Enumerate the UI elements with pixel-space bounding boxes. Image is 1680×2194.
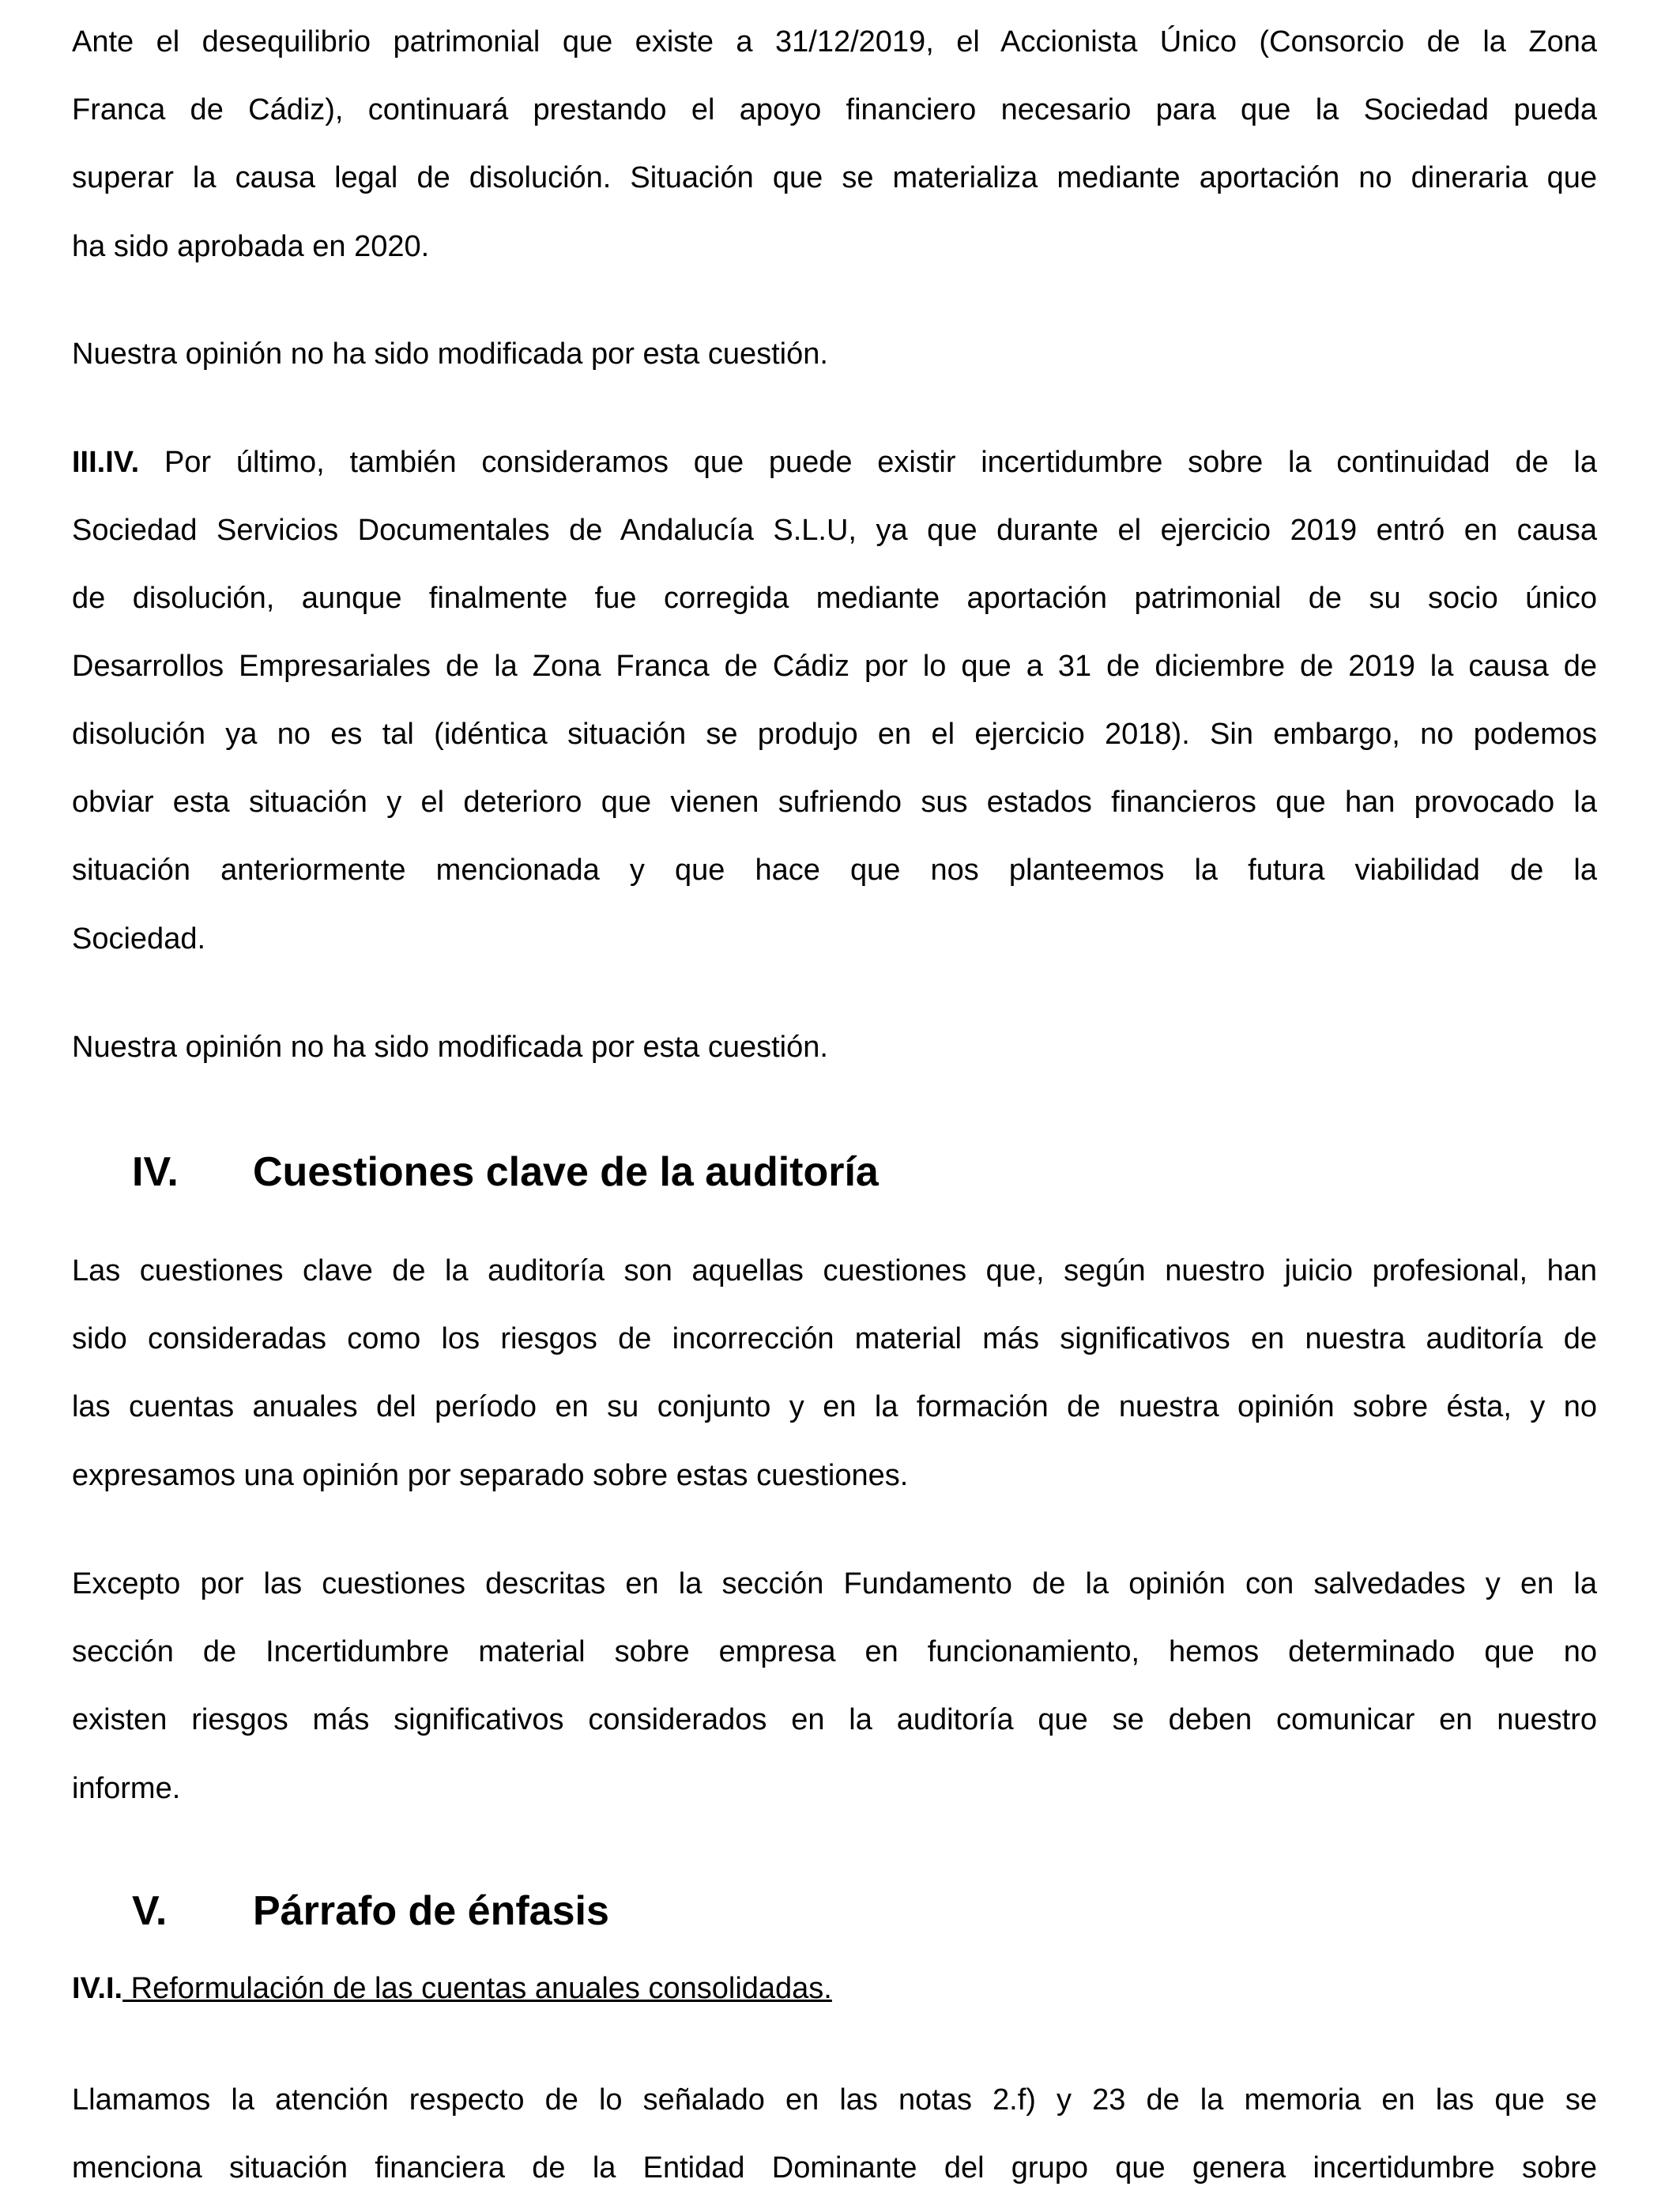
paragraph-line: Llamamos la atención respecto de lo señalado en las notas 2.f) y 23 de la memoria en las que se	[72, 2083, 1597, 2117]
paragraph-line	[72, 443, 1597, 482]
section-title: Párrafo de énfasis	[253, 1888, 609, 1934]
section-title: Cuestiones clave de la auditoría	[253, 1149, 879, 1195]
paragraph-line: las cuentas anuales del período en su conjunto y en la formación de nuestra opinión sobre ésta, y no	[72, 1390, 1597, 1423]
paragraph-line: superar la causa legal de disolución. Situación que se materializa mediante aportación no dineraria que	[72, 161, 1597, 194]
paragraph-line: Franca de Cádiz), continuará prestando el apoyo financiero necesario para que la Sociedad pueda	[72, 93, 1597, 126]
paragraph-line: obviar esta situación y el deterioro que vienen sufriendo sus estados financieros que han provocado la	[72, 786, 1597, 819]
paragraph-line: Las cuestiones clave de la auditoría son aquellas cuestiones que, según nuestro juicio profesional, han	[72, 1254, 1597, 1287]
paragraph-line: Sociedad.	[72, 922, 206, 956]
section-label: III.IV.	[72, 446, 140, 479]
paragraph-line: Desarrollos Empresariales de la Zona Franca de Cádiz por lo que a 31 de diciembre de 2019 la causa de	[72, 650, 1597, 683]
paragraph-line: informe.	[72, 1772, 181, 1805]
paragraph-line: disolución ya no es tal (idéntica situación se produjo en el ejercicio 2018). Sin embargo, no podemos	[72, 718, 1597, 751]
paragraph-line: Sociedad Servicios Documentales de Andalucía S.L.U, ya que durante el ejercicio 2019 entró en causa	[72, 514, 1597, 547]
section-number: V.	[132, 1888, 168, 1934]
paragraph-line: sido consideradas como los riesgos de incorrección material más significativos en nuestra auditoría de	[72, 1322, 1597, 1355]
paragraph-text: Por último, también consideramos que puede existir incertidumbre sobre la continuidad de la	[139, 446, 1597, 479]
subsection-title: Reformulación de las cuentas anuales consolidadas.	[122, 1972, 832, 2005]
paragraph-line: ha sido aprobada en 2020.	[72, 230, 430, 263]
opinion-note: Nuestra opinión no ha sido modificada por esta cuestión.	[72, 1031, 828, 1064]
paragraph-line: expresamos una opinión por separado sobre estas cuestiones.	[72, 1459, 909, 1492]
paragraph-line: situación anteriormente mencionada y que hace que nos planteemos la futura viabilidad de la	[72, 854, 1597, 887]
paragraph-line: Ante el desequilibrio patrimonial que existe a 31/12/2019, el Accionista Único (Consorcio de la Zona	[72, 25, 1597, 58]
paragraph-line: Excepto por las cuestiones descritas en la sección Fundamento de la opinión con salvedades y en la	[72, 1567, 1597, 1600]
subsection-label: IV.I.	[72, 1972, 123, 2005]
paragraph-line: existen riesgos más significativos considerados en la auditoría que se deben comunicar en nuestro	[72, 1703, 1597, 1736]
opinion-note: Nuestra opinión no ha sido modificada por esta cuestión.	[72, 337, 828, 371]
subsection-heading	[72, 1969, 1597, 2008]
paragraph-line: sección de Incertidumbre material sobre empresa en funcionamiento, hemos determinado que no	[72, 1635, 1597, 1668]
section-number: IV.	[132, 1149, 179, 1195]
paragraph-line: menciona situación financiera de la Entidad Dominante del grupo que genera incertidumbre sobre	[72, 2151, 1597, 2185]
paragraph-line: de disolución, aunque finalmente fue corregida mediante aportación patrimonial de su socio único	[72, 582, 1597, 615]
